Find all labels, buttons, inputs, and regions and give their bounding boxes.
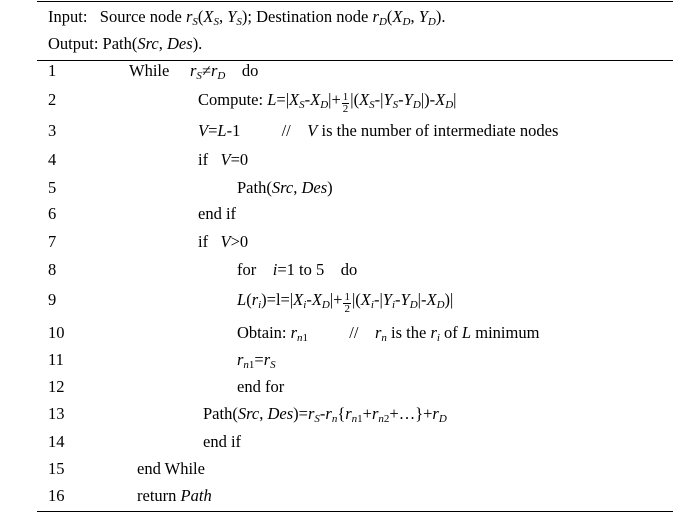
code-line-7: if V>0 [198, 232, 249, 251]
code-line-3: V=L-1 // V is the number of intermediate nodes [198, 121, 559, 140]
bottom-rule [37, 511, 673, 512]
code-line-2: Compute: $L=|X_S-X_D|+$ $\frac{1}{2}$ $|(X_S-|Y_S-Y_D|)-X_D|$ [198, 90, 457, 115]
code-line-5: Path(Src, Des) [237, 178, 333, 197]
code-line-6: end if [198, 204, 237, 223]
code-line-1: While $r_S\ne r_D$ do [129, 61, 259, 82]
line-number: 13 [48, 404, 65, 423]
line-number: 12 [48, 377, 65, 396]
line-number: 16 [48, 486, 65, 505]
output-line: Output: Path(Src, Des). [48, 34, 203, 53]
code-line-9: $L(r_i)=l=|X_i-X_D|+$ $\frac{1}{2}$ $|(X_i-|Y_i-Y_D|-X_D)|$ [237, 290, 454, 315]
input-text: Source node $r_S(X_S$, $Y_S$); Destination node $r_D(X_D$, $Y_D$). [99, 7, 446, 28]
code-line-13: Path(Src, $Des)=r_S-r_n\{r_{n1}+r_{n2}+\dots\}+r_D$ [203, 404, 447, 425]
code-line-15: end While [137, 459, 205, 478]
code-line-4: if V=0 [198, 150, 249, 169]
line-number: 3 [48, 121, 57, 140]
code-line-8: for i=1 to 5 do [237, 260, 358, 279]
algorithm-table [37, 0, 673, 514]
line-number: 10 [48, 323, 65, 342]
line-number: 1 [48, 61, 57, 80]
line-number: 4 [48, 150, 57, 169]
line-number: 14 [48, 432, 65, 451]
line-number: 7 [48, 232, 57, 251]
line-number: 5 [48, 178, 57, 197]
line-number: 6 [48, 204, 57, 223]
line-number: 9 [48, 290, 57, 309]
top-rule [37, 1, 673, 2]
code-line-10: Obtain: $r_{n1}$ // $r_n$ is the $r_i$ of L minimum [237, 323, 540, 344]
code-line-11: $r_{n1}=r_S$ [237, 350, 276, 371]
code-line-16: return Path [137, 486, 212, 505]
line-number: 8 [48, 260, 57, 279]
code-line-12: end for [237, 377, 285, 396]
input-label: Input: [48, 7, 88, 26]
line-number: 2 [48, 90, 57, 109]
line-number: 15 [48, 459, 65, 478]
input-line [48, 7, 445, 27]
line-number: 11 [48, 350, 64, 369]
code-line-14: end if [203, 432, 242, 451]
